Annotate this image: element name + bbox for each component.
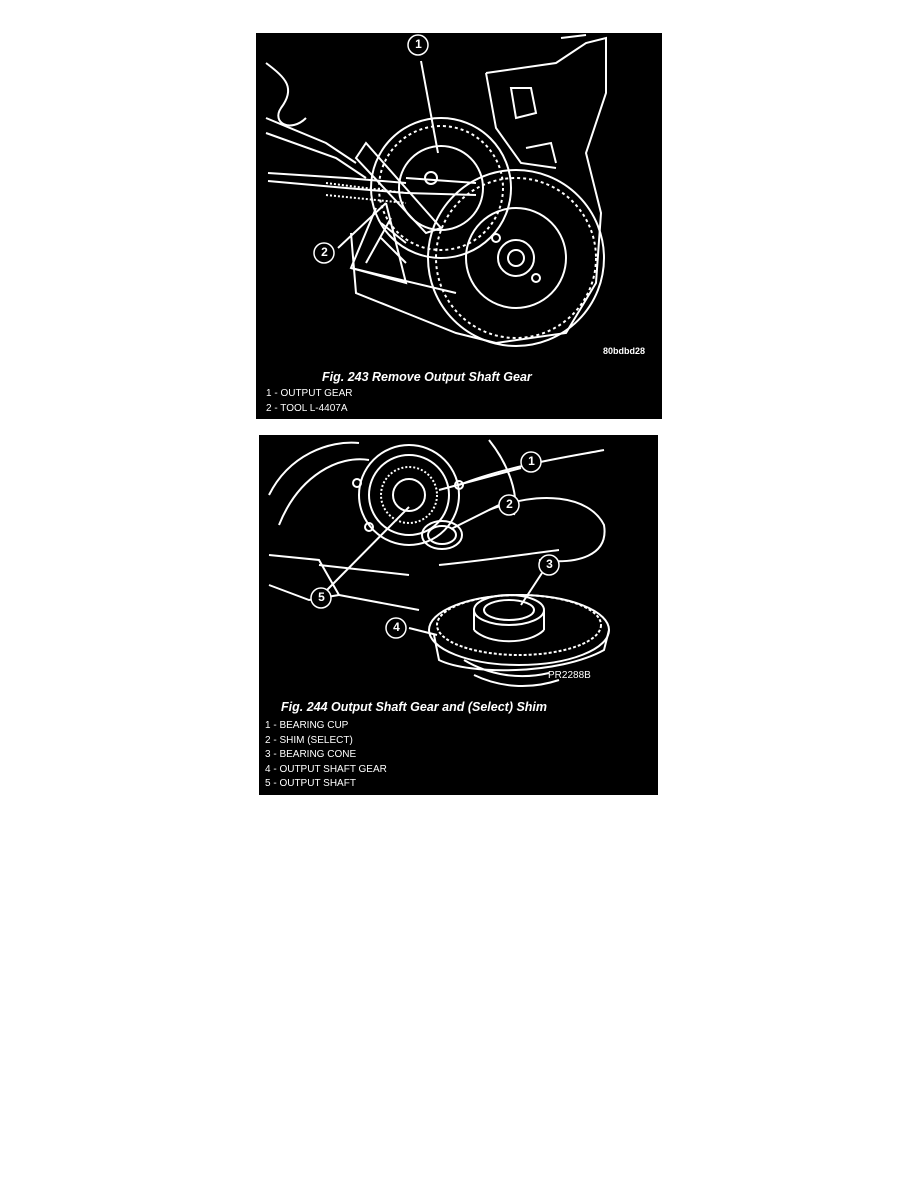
legend-item: 1 - OUTPUT GEAR [266,388,353,399]
legend-item: 3 - BEARING CONE [265,749,357,761]
image-code: 80bdbd28 [603,346,646,356]
legend-item: 4 - OUTPUT SHAFT GEAR [265,763,387,775]
figure-243 [256,33,662,419]
legend-item: 2 - SHIM (SELECT) [265,734,353,746]
callout-1-label: 1 [415,37,422,51]
callout-4-label: 4 [393,620,400,634]
figure-caption: Fig. 244 Output Shaft Gear and (Select) Shim [281,700,548,714]
callout-2-label: 2 [506,497,513,511]
callout-1-label: 1 [528,454,535,468]
figure-244 [259,435,658,795]
figure-legend [265,719,387,792]
figure-legend [266,387,353,416]
callout-2-label: 2 [321,245,328,259]
legend-item: 5 - OUTPUT SHAFT [265,778,356,790]
callout-3-label: 3 [546,557,553,571]
legend-item: 2 - TOOL L-4407A [266,402,348,414]
output-gear-removal-illustration [256,33,662,419]
figure-caption: Fig. 243 Remove Output Shaft Gear [322,370,532,384]
legend-item: 1 - BEARING CUP [265,720,349,731]
callout-5-label: 5 [318,590,325,604]
image-code: PR2288B [548,670,591,681]
